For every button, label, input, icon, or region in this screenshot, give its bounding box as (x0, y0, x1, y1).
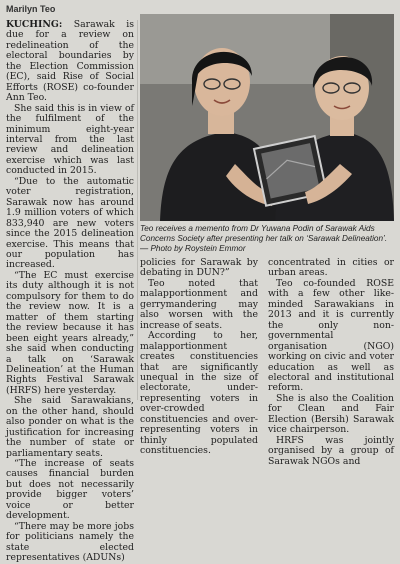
byline: Marilyn Teo (6, 4, 56, 14)
article-paragraph: “The increase of seats causes financial burden but does not necessarily provide bigger voters’ voice or better development. (6, 458, 134, 522)
article-paragraph: Teo noted that malapportionment and gerrymandering may also worsen with the increase of seats. (140, 277, 258, 331)
news-photo (140, 14, 394, 221)
article-paragraph: policies for Sarawak by debating in DUN?” (140, 257, 258, 279)
article-paragraph: She said this is in view of the fulfilment of the minimum eight-year interval from the last review and delineation exercise which was last conducted in 2015. (6, 102, 134, 177)
article-paragraph: HRFS was jointly organised by a group of Sarawak NGOs and (268, 434, 394, 467)
article-paragraph: Teo co-founded ROSE with a few other like-minded Sarawakians in 2013 and it is currently the only non-governmental organisation (NGO) working on civic and voter education as well as electoral and institutional reform. (268, 277, 394, 394)
article-paragraph: “There may be more jobs for politicians namely the state elected representatives (ADUNs) (6, 520, 134, 564)
article-paragraph: She is also the Coalition for Clean and Fair Election (Bersih) Sarawak vice chairperson. (268, 392, 394, 436)
article-column-left (6, 19, 134, 564)
photo-caption: Teo receives a memento from Dr Yuwana Podin of Sarawak Aids Concerns Society after presenting her talk on ‘Sarawak Delineation’. — Photo by Roystein Emmor (140, 224, 388, 253)
article-column-middle (140, 257, 258, 457)
photo-illustration (140, 14, 394, 221)
article-column-right (268, 257, 394, 467)
dateline: KUCHING: (6, 19, 63, 30)
column-divider (137, 20, 138, 400)
article-paragraph: “The EC must exercise its duty although it is not compulsory for them to do the review now. It is a matter of them starting the review because it has been eight years already,” she said when conducting a talk on ‘Sarawak Delineation’ at the Human Rights Festival Sarawak (HRFS) here yesterday. (6, 269, 134, 396)
article-paragraph: concentrated in cities or urban areas. (268, 257, 394, 279)
article-paragraph: According to her, malapportionment creates constituencies that are significantly unequal in the size of electorate, under-representing voters in over-crowded constituencies and over-representing voters in thinly populated constituencies. (140, 330, 258, 457)
article-paragraph: “Due to the automatic voter registration, Sarawak now has around 1.9 million voters of which 833,940 are new voters since the 2015 delineation exercise. This means that our population has increased. (6, 175, 134, 271)
article-paragraph: She said Sarawakians, on the other hand, should also ponder on what is the justification for increasing the number of state or parliamentary seats. (6, 395, 134, 459)
article-paragraph: KUCHING: Sarawak is due for a review on redelineation of the electoral boundaries by the Election Commission (EC), said Rise of Social Efforts (ROSE) co-founder Ann Teo. (6, 19, 134, 104)
